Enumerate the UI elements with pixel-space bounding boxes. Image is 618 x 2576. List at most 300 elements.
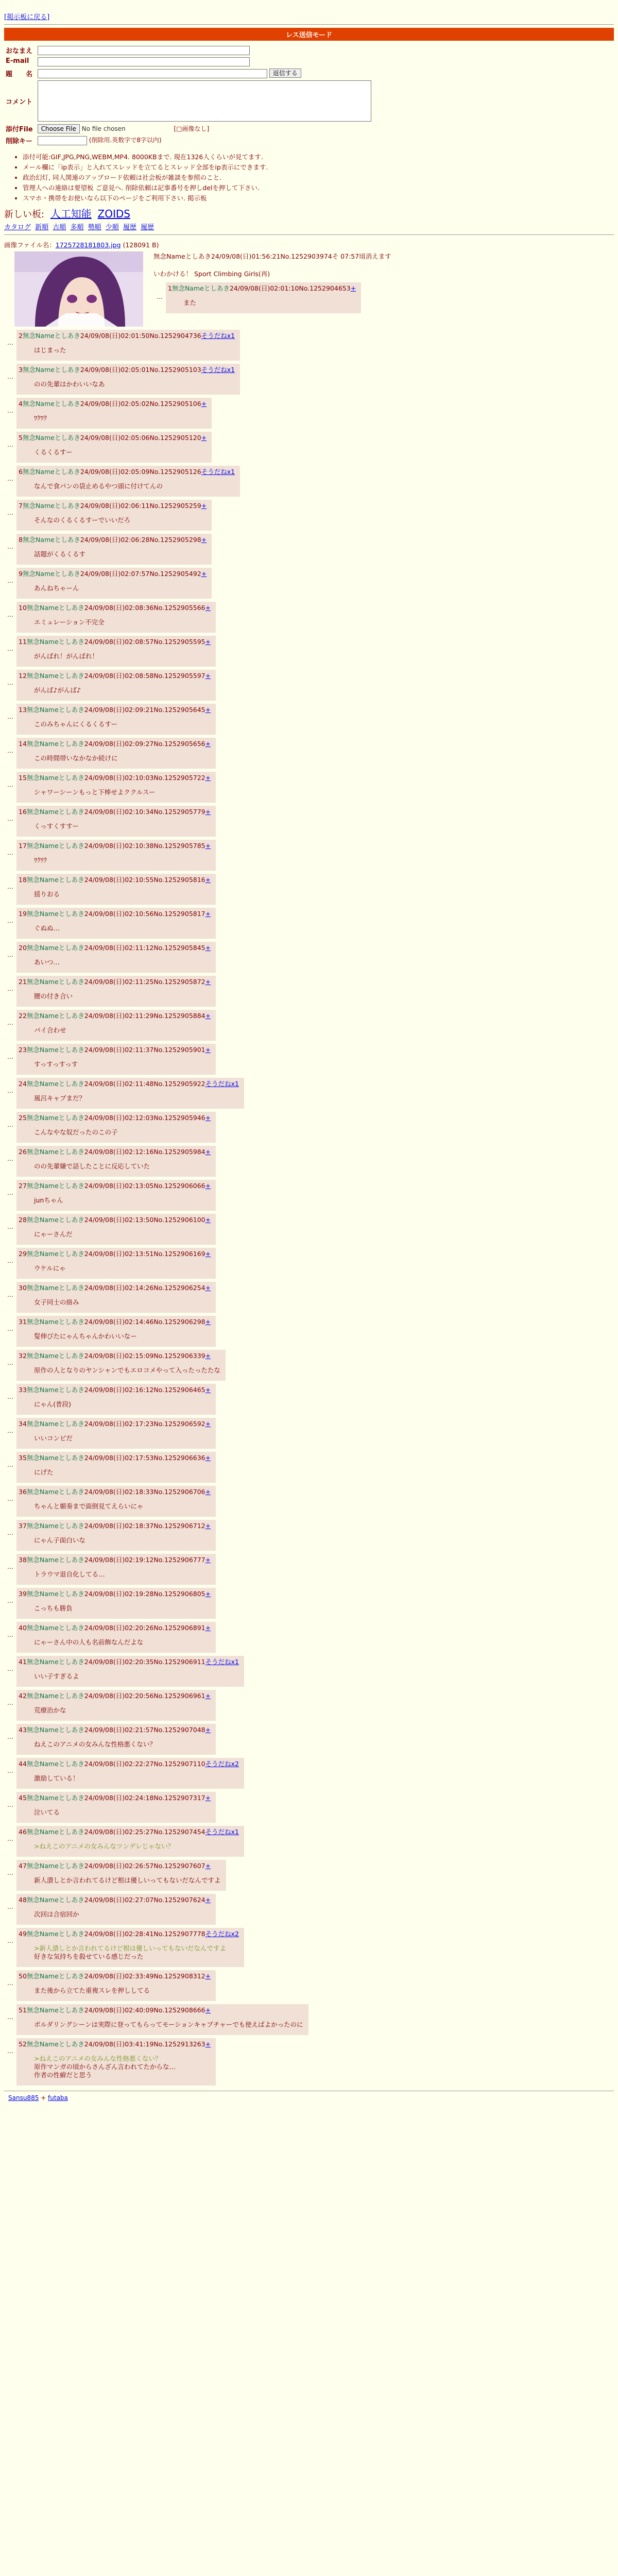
reply-post-number[interactable]: 1252905566 (164, 604, 205, 612)
footer-link-sansu[interactable]: Sansu885 (8, 2094, 39, 2102)
sodane-button[interactable]: そうだねx2 (205, 1760, 239, 1768)
reply-name: 無念Nameとしあき (26, 1522, 84, 1530)
sodane-button[interactable]: + (201, 400, 207, 408)
reply-indent: … (7, 883, 13, 890)
reply-post-number[interactable]: 1252905817 (164, 910, 205, 918)
reply-no-label: No. (153, 740, 165, 748)
reply-box (16, 738, 216, 769)
cat-link[interactable]: 少順 (105, 224, 119, 231)
reply-indent: … (7, 1631, 13, 1638)
reply-time: 02:25:27 (125, 1828, 154, 1836)
back-to-board-link[interactable]: [掲示板に戻る] (4, 13, 50, 21)
reply-post-number[interactable]: 1252906465 (164, 1386, 205, 1394)
sodane-button[interactable]: + (205, 1114, 211, 1122)
reply-date-prefix: 24/09/08(日) (80, 366, 121, 374)
reply-post-number[interactable]: 1252906891 (164, 1624, 205, 1632)
reply-post-number[interactable]: 1252905645 (164, 706, 205, 714)
reply-post-number[interactable]: 1252905298 (160, 536, 201, 544)
reply-indent: … (7, 1903, 13, 1910)
sodane-button[interactable]: + (205, 876, 211, 884)
reply-name: 無念Nameとしあき (26, 2006, 84, 2014)
sodane-button[interactable]: + (205, 1794, 211, 1802)
reply-name: 無念Nameとしあき (26, 1862, 84, 1870)
reply-date-prefix: 24/09/08(日) (84, 1624, 125, 1632)
reply-indent: … (7, 1699, 13, 1706)
sodane-button[interactable]: + (205, 1692, 211, 1700)
reply-indent: … (7, 1257, 13, 1264)
reply-no-label: No. (153, 1760, 165, 1768)
sodane-button[interactable]: + (205, 1624, 211, 1632)
reply-post-number[interactable]: 1252907607 (164, 1862, 205, 1870)
reply-time: 02:24:18 (125, 1794, 154, 1802)
reply-name: 無念Nameとしあき (22, 536, 80, 544)
sodane-button[interactable]: + (201, 570, 207, 578)
reply-date-prefix: 24/09/08(日) (84, 944, 125, 952)
reply-post (4, 1078, 614, 1109)
reply-box (16, 1554, 216, 1585)
reply-post-number[interactable]: 1252905946 (164, 1114, 205, 1122)
reply-indent: … (7, 1087, 13, 1094)
reply-box (16, 1894, 216, 1925)
reply-post-number[interactable]: 1252906636 (164, 1454, 205, 1462)
reply-post (4, 1452, 614, 1483)
reply-comment: junちゃん (34, 1196, 63, 1204)
cat-link[interactable]: 多順 (70, 224, 84, 231)
reply-post-number[interactable]: 1252907778 (164, 1930, 205, 1938)
reply-time: 02:26:57 (125, 1862, 154, 1870)
reply-post-number[interactable]: 1252906706 (164, 1488, 205, 1496)
divider (4, 234, 614, 235)
reply-indent: … (7, 1597, 13, 1604)
reply-box (16, 1180, 216, 1211)
reply-date-prefix: 24/09/08(日) (84, 1590, 125, 1598)
sodane-button[interactable]: そうだねx2 (205, 1930, 239, 1938)
reply-post-number[interactable]: 1252905595 (164, 638, 205, 646)
reply-no-label: No. (153, 1080, 165, 1088)
reply-post-number[interactable]: 1252905656 (164, 740, 205, 748)
sodane-button[interactable]: + (205, 1182, 211, 1190)
cat-link[interactable]: 新順 (35, 224, 49, 231)
reply-number: 11 (19, 638, 27, 646)
reply-no-label: No. (153, 1454, 165, 1462)
reply-post-number[interactable]: 1252905816 (164, 876, 205, 884)
reply-name: 無念Nameとしあき (26, 1624, 84, 1632)
reply-name: 無念Nameとしあき (26, 842, 84, 850)
reply-name: 無念Nameとしあき (22, 570, 80, 578)
reply-post-number[interactable]: 1252906100 (164, 1216, 205, 1224)
reply-date-prefix: 24/09/08(日) (80, 400, 121, 408)
reply-post-number[interactable]: 1252905984 (164, 1148, 205, 1156)
reply-post-number[interactable]: 1252906592 (164, 1420, 205, 1428)
reply-name: 無念Nameとしあき (26, 1420, 84, 1428)
reply-date-prefix: 24/09/08(日) (80, 434, 121, 442)
reply-indent: … (7, 1767, 13, 1774)
reply-indent: … (7, 815, 13, 822)
sodane-button[interactable]: + (205, 1250, 211, 1258)
reply-no-label: No. (153, 1216, 165, 1224)
reply-number: 15 (19, 774, 27, 782)
reply-name: 無念Nameとしあき (26, 1828, 84, 1836)
reply-number: 21 (19, 978, 27, 986)
sodane-button[interactable]: + (205, 1590, 211, 1598)
sodane-button[interactable]: + (205, 944, 211, 952)
reply-box (16, 364, 240, 395)
reply-box (16, 874, 216, 905)
reply-post-number[interactable]: 1252908666 (164, 2006, 205, 2014)
sodane-button[interactable]: + (205, 638, 211, 646)
reply-post (4, 1384, 614, 1415)
reply-no-label: No. (153, 1352, 165, 1360)
reply-post-number[interactable]: 1252906066 (164, 1182, 205, 1190)
reply-time: 02:20:56 (125, 1692, 154, 1700)
reply-name: 無念Nameとしあき (26, 808, 84, 816)
reply-date-prefix: 24/09/08(日) (84, 1692, 125, 1700)
sodane-button[interactable]: + (205, 1386, 211, 1394)
sodane-button[interactable]: + (205, 1556, 211, 1564)
reply-time: 02:11:48 (125, 1080, 154, 1088)
reply-date-prefix: 24/09/08(日) (84, 1556, 125, 1564)
reply-number: 41 (19, 1658, 27, 1666)
reply-name: 無念Nameとしあき (26, 1972, 84, 1980)
sodane-button[interactable]: + (205, 842, 211, 850)
reply-post (4, 1792, 614, 1823)
reply-quote: >ねえこのアニメの女みんなツンデレじゃない？ (34, 1842, 175, 1850)
cat-link[interactable]: 履歴 (141, 224, 154, 231)
reply-indent: … (7, 781, 13, 788)
reply-time: 02:20:26 (125, 1624, 154, 1632)
reply-post-number[interactable]: 1252904653 (310, 284, 351, 292)
delkey-input[interactable] (38, 136, 87, 145)
reply-box (16, 1350, 226, 1381)
reply-post-number[interactable]: 1252905845 (164, 944, 205, 952)
reply-comment: また (183, 299, 197, 307)
reply-name: 無念Nameとしあき (26, 1182, 84, 1190)
reply-name: 無念Nameとしあき (26, 638, 84, 646)
reply-comment: のの先輩嫌で話したことに反応していた (34, 1162, 150, 1170)
reply-post (4, 1350, 614, 1381)
sodane-button[interactable]: + (201, 434, 207, 442)
sodane-button[interactable]: + (205, 774, 211, 782)
reply-date-prefix: 24/09/08(日) (80, 502, 121, 510)
reply-no-label: No. (153, 1624, 165, 1632)
reply-post-number[interactable]: 1252905785 (164, 842, 205, 850)
reply-date-prefix: 24/09/08(日) (84, 1930, 125, 1938)
sodane-button[interactable]: そうだねx1 (205, 1080, 239, 1088)
reply-post-number[interactable]: 1252905103 (160, 366, 201, 374)
sodane-button[interactable]: + (205, 1726, 211, 1734)
reply-time: 02:14:46 (125, 1318, 154, 1326)
reply-post-number[interactable]: 1252906169 (164, 1250, 205, 1258)
reply-date-prefix: 24/09/08(日) (229, 284, 270, 292)
reply-date-prefix: 24/09/08(日) (84, 1182, 125, 1190)
subject-label: 題 名 (6, 71, 33, 78)
reply-time: 02:13:50 (125, 1216, 154, 1224)
reply-post-number[interactable]: 1252905884 (164, 1012, 205, 1020)
reply-post-number[interactable]: 1252905901 (164, 1046, 205, 1054)
reply-no-label: No. (153, 1284, 165, 1292)
reply-no-label: No. (153, 1692, 165, 1700)
choose-file-button[interactable]: Choose File (38, 124, 80, 133)
reply-comment: 腰の付き合い (34, 992, 73, 1000)
cat-link[interactable]: カタログ (4, 224, 31, 231)
sodane-button[interactable]: + (205, 1012, 211, 1020)
reply-box (16, 1690, 216, 1721)
reply-no-label: No. (153, 876, 165, 884)
reply-date-prefix: 24/09/08(日) (84, 1148, 125, 1156)
reply-name: 無念Nameとしあき (22, 502, 80, 510)
reply-name: 無念Nameとしあき (22, 434, 80, 442)
reply-post-number[interactable]: 1252906805 (164, 1590, 205, 1598)
sodane-button[interactable]: + (201, 502, 207, 510)
reply-date-prefix: 24/09/08(日) (84, 808, 125, 816)
sodane-button[interactable]: そうだねx1 (201, 366, 235, 374)
reply-date-prefix: 24/09/08(日) (84, 1972, 125, 1980)
reply-no-label: No. (153, 1972, 165, 1980)
reply-box (16, 942, 216, 973)
reply-box (16, 1656, 244, 1687)
reply-post-number[interactable]: 1252905922 (164, 1080, 205, 1088)
reply-comment: いい子すぎるよ (34, 1672, 79, 1680)
reply-comment: すっすっすっす (34, 1060, 78, 1068)
sodane-button[interactable]: + (205, 1862, 211, 1870)
subject-input[interactable] (38, 69, 267, 78)
op-thumbnail[interactable] (14, 251, 143, 327)
reply-post-number[interactable]: 1252906911 (164, 1658, 205, 1666)
sodane-button[interactable]: + (205, 808, 211, 816)
mode-bar: レス送信モード (4, 28, 614, 41)
reply-name: 無念Nameとしあき (22, 468, 80, 476)
reply-post (4, 806, 614, 837)
reply-time: 02:17:53 (125, 1454, 154, 1462)
reply-post-number[interactable]: 1252905722 (164, 774, 205, 782)
footer-link-futaba[interactable]: futaba (48, 2094, 68, 2102)
reply-post (4, 704, 614, 735)
reply-post-number[interactable]: 1252905120 (160, 434, 201, 442)
reply-post (4, 1758, 614, 1789)
reply-post-number[interactable]: 1252906298 (164, 1318, 205, 1326)
reply-post-number[interactable]: 1252905872 (164, 978, 205, 986)
reply-number: 10 (19, 604, 27, 612)
cat-link[interactable]: 勢順 (88, 224, 101, 231)
sodane-button[interactable]: + (205, 910, 211, 918)
sodane-button[interactable]: + (205, 2040, 211, 2048)
reply-post (4, 568, 614, 599)
reply-box (16, 1826, 244, 1857)
reply-time: 02:01:50 (121, 332, 150, 340)
reply-time: 02:10:55 (125, 876, 154, 884)
sodane-button[interactable]: + (205, 1046, 211, 1054)
sodane-button[interactable]: + (205, 672, 211, 680)
reply-number: 52 (19, 2040, 27, 2048)
reply-post-number[interactable]: 1252905259 (160, 502, 201, 510)
reply-post-number[interactable]: 1252907110 (164, 1760, 205, 1768)
sodane-button[interactable]: + (205, 1454, 211, 1462)
sodane-button[interactable]: + (205, 1522, 211, 1530)
submit-button[interactable]: 返信する (269, 69, 301, 78)
reply-time: 02:10:34 (125, 808, 154, 816)
reply-number: 31 (19, 1318, 27, 1326)
reply-indent: … (7, 713, 13, 720)
reply-number: 22 (19, 1012, 27, 1020)
reply-post-number[interactable]: 1252908312 (164, 1972, 205, 1980)
reply-comment: のの先輩はかわいいなあ (34, 380, 105, 388)
reply-name: 無念Nameとしあき (26, 740, 84, 748)
reply-box (16, 636, 216, 667)
sodane-button[interactable]: + (205, 2006, 211, 2014)
reply-comment: 原作の人となりのヤンシャンでもエロコメやって入ったったたな (34, 1366, 220, 1374)
sodane-button[interactable]: + (205, 1284, 211, 1292)
reply-post (4, 1826, 614, 1857)
reply-box (16, 704, 216, 735)
reply-post-number[interactable]: 1252906961 (164, 1692, 205, 1700)
reply-box (16, 1724, 216, 1755)
sodane-button[interactable]: + (205, 1420, 211, 1428)
reply-post-number[interactable]: 1252906254 (164, 1284, 205, 1292)
reply-post-number[interactable]: 1252905492 (160, 570, 201, 578)
sodane-button[interactable]: + (205, 740, 211, 748)
reply-post-number[interactable]: 1252906339 (164, 1352, 205, 1360)
reply-time: 02:06:11 (121, 502, 150, 510)
reply-comment: ぐぬぬ… (34, 924, 60, 932)
reply-name: 無念Nameとしあき (26, 1930, 84, 1938)
reply-no-label: No. (153, 1420, 165, 1428)
op-file-link[interactable]: 1725728181803.jpg (55, 241, 121, 249)
reply-post (153, 282, 391, 313)
sodane-button[interactable]: + (205, 978, 211, 986)
reply-number: 3 (19, 366, 23, 374)
reply-number: 40 (19, 1624, 27, 1632)
reply-post (4, 1928, 614, 1967)
rules-list (12, 152, 614, 204)
reply-no-label: No. (153, 1182, 165, 1190)
reply-post-number[interactable]: 1252907454 (164, 1828, 205, 1836)
sodane-button[interactable]: + (201, 536, 207, 544)
sodane-button[interactable]: + (205, 1488, 211, 1496)
cat-link[interactable]: 履歴 (123, 224, 136, 231)
new-boards-row (4, 206, 614, 221)
reply-time: 02:05:01 (121, 366, 150, 374)
reply-number: 49 (19, 1930, 27, 1938)
sodane-button[interactable]: + (205, 1972, 211, 1980)
reply-comment: こっちも勝負 (34, 1604, 73, 1612)
reply-name: 無念Nameとしあき (26, 910, 84, 918)
reply-box (16, 398, 212, 429)
reply-post (4, 1316, 614, 1347)
reply-post-number[interactable]: 1252906777 (164, 1556, 205, 1564)
reply-no-label: No. (153, 774, 165, 782)
reply-post (4, 1180, 614, 1211)
no-image-checkbox[interactable]: [□画像なし] (174, 125, 210, 132)
reply-indent: … (7, 1291, 13, 1298)
reply-name: 無念Nameとしあき (26, 1760, 84, 1768)
reply-post-number[interactable]: 1252905779 (164, 808, 205, 816)
reply-date-prefix: 24/09/08(日) (84, 2006, 125, 2014)
file-status: No file chosen (81, 125, 126, 132)
reply-no-label: No. (153, 1896, 165, 1904)
reply-post (4, 466, 614, 497)
reply-post-number[interactable]: 1252907317 (164, 1794, 205, 1802)
reply-comment: そんなのくるくるすーでいいだろ (34, 516, 131, 524)
reply-no-label: No. (153, 1488, 165, 1496)
reply-number: 35 (19, 1454, 27, 1462)
reply-box (16, 1970, 216, 2001)
sodane-button[interactable]: + (205, 706, 211, 714)
reply-post-number[interactable]: 1252904736 (160, 332, 201, 340)
reply-box (16, 1214, 216, 1245)
sodane-button[interactable]: そうだねx1 (205, 1828, 239, 1836)
reply-post-number[interactable]: 1252906712 (164, 1522, 205, 1530)
sodane-button[interactable]: + (205, 1352, 211, 1360)
reply-post (4, 2004, 614, 2035)
sodane-button[interactable]: + (205, 1148, 211, 1156)
rule-item: • メール欄に「ip表示」と入れてスレッドを立てるとスレッド全部をip表示にできます. (23, 162, 614, 173)
reply-number: 2 (19, 332, 23, 340)
reply-comment: この時間帯いなかなか続けに (34, 754, 118, 762)
reply-date-prefix: 24/09/08(日) (84, 1454, 125, 1462)
sodane-button[interactable]: + (205, 1896, 211, 1904)
reply-number: 37 (19, 1522, 27, 1530)
reply-comment: にゃーさん中の人も名前飾なんだよな (34, 1638, 144, 1646)
sodane-button[interactable]: そうだねx1 (205, 1658, 239, 1666)
reply-post (4, 1112, 614, 1143)
reply-post-number[interactable]: 1252913263 (164, 2040, 205, 2048)
reply-name: 無念Nameとしあき (26, 1250, 84, 1258)
reply-indent: … (7, 1529, 13, 1536)
reply-indent: … (7, 1495, 13, 1502)
delkey-label: 削除キー (6, 138, 33, 145)
reply-comment: あいつ… (34, 958, 60, 966)
reply-box (166, 282, 361, 313)
reply-no-label: No. (149, 536, 161, 544)
reply-no-label: No. (153, 672, 165, 680)
reply-post-number[interactable]: 1252905106 (160, 400, 201, 408)
reply-post-number[interactable]: 1252905126 (160, 468, 201, 476)
reply-comment: あんねちゃーん (34, 584, 79, 592)
reply-post (4, 1010, 614, 1041)
reply-post-number[interactable]: 1252905597 (164, 672, 205, 680)
name-input[interactable] (38, 46, 250, 55)
reply-no-label: No. (153, 2006, 165, 2014)
reply-name: 無念Nameとしあき (26, 672, 84, 680)
reply-no-label: No. (153, 1590, 165, 1598)
new-board-link-zoids[interactable]: ZOIDS (97, 208, 130, 220)
new-board-link-ai[interactable]: 人工知能 (50, 208, 92, 220)
sodane-button[interactable]: + (205, 1216, 211, 1224)
reply-name: 無念Nameとしあき (26, 1896, 84, 1904)
reply-time: 02:10:03 (125, 774, 154, 782)
sodane-button[interactable]: そうだねx1 (201, 332, 235, 340)
reply-indent: … (7, 1461, 13, 1468)
reply-box (16, 1622, 216, 1653)
email-input[interactable] (38, 57, 250, 66)
reply-post-number[interactable]: 1252907624 (164, 1896, 205, 1904)
sodane-button[interactable]: + (205, 1318, 211, 1326)
reply-comment: 話題がくるくるす (34, 550, 86, 558)
reply-post-number[interactable]: 1252907048 (164, 1726, 205, 1734)
reply-box (16, 908, 216, 939)
reply-indent: … (7, 645, 13, 652)
reply-no-label: No. (149, 332, 161, 340)
sodane-button[interactable]: そうだねx1 (201, 468, 235, 476)
reply-no-label: No. (153, 1148, 165, 1156)
sodane-button[interactable]: + (350, 284, 356, 292)
reply-indent: … (7, 747, 13, 754)
reply-number: 33 (19, 1386, 27, 1394)
reply-comment: くるくるすー (34, 448, 73, 456)
cat-link[interactable]: 古順 (53, 224, 66, 231)
sodane-button[interactable]: + (205, 604, 211, 612)
comment-textarea[interactable] (38, 80, 371, 122)
